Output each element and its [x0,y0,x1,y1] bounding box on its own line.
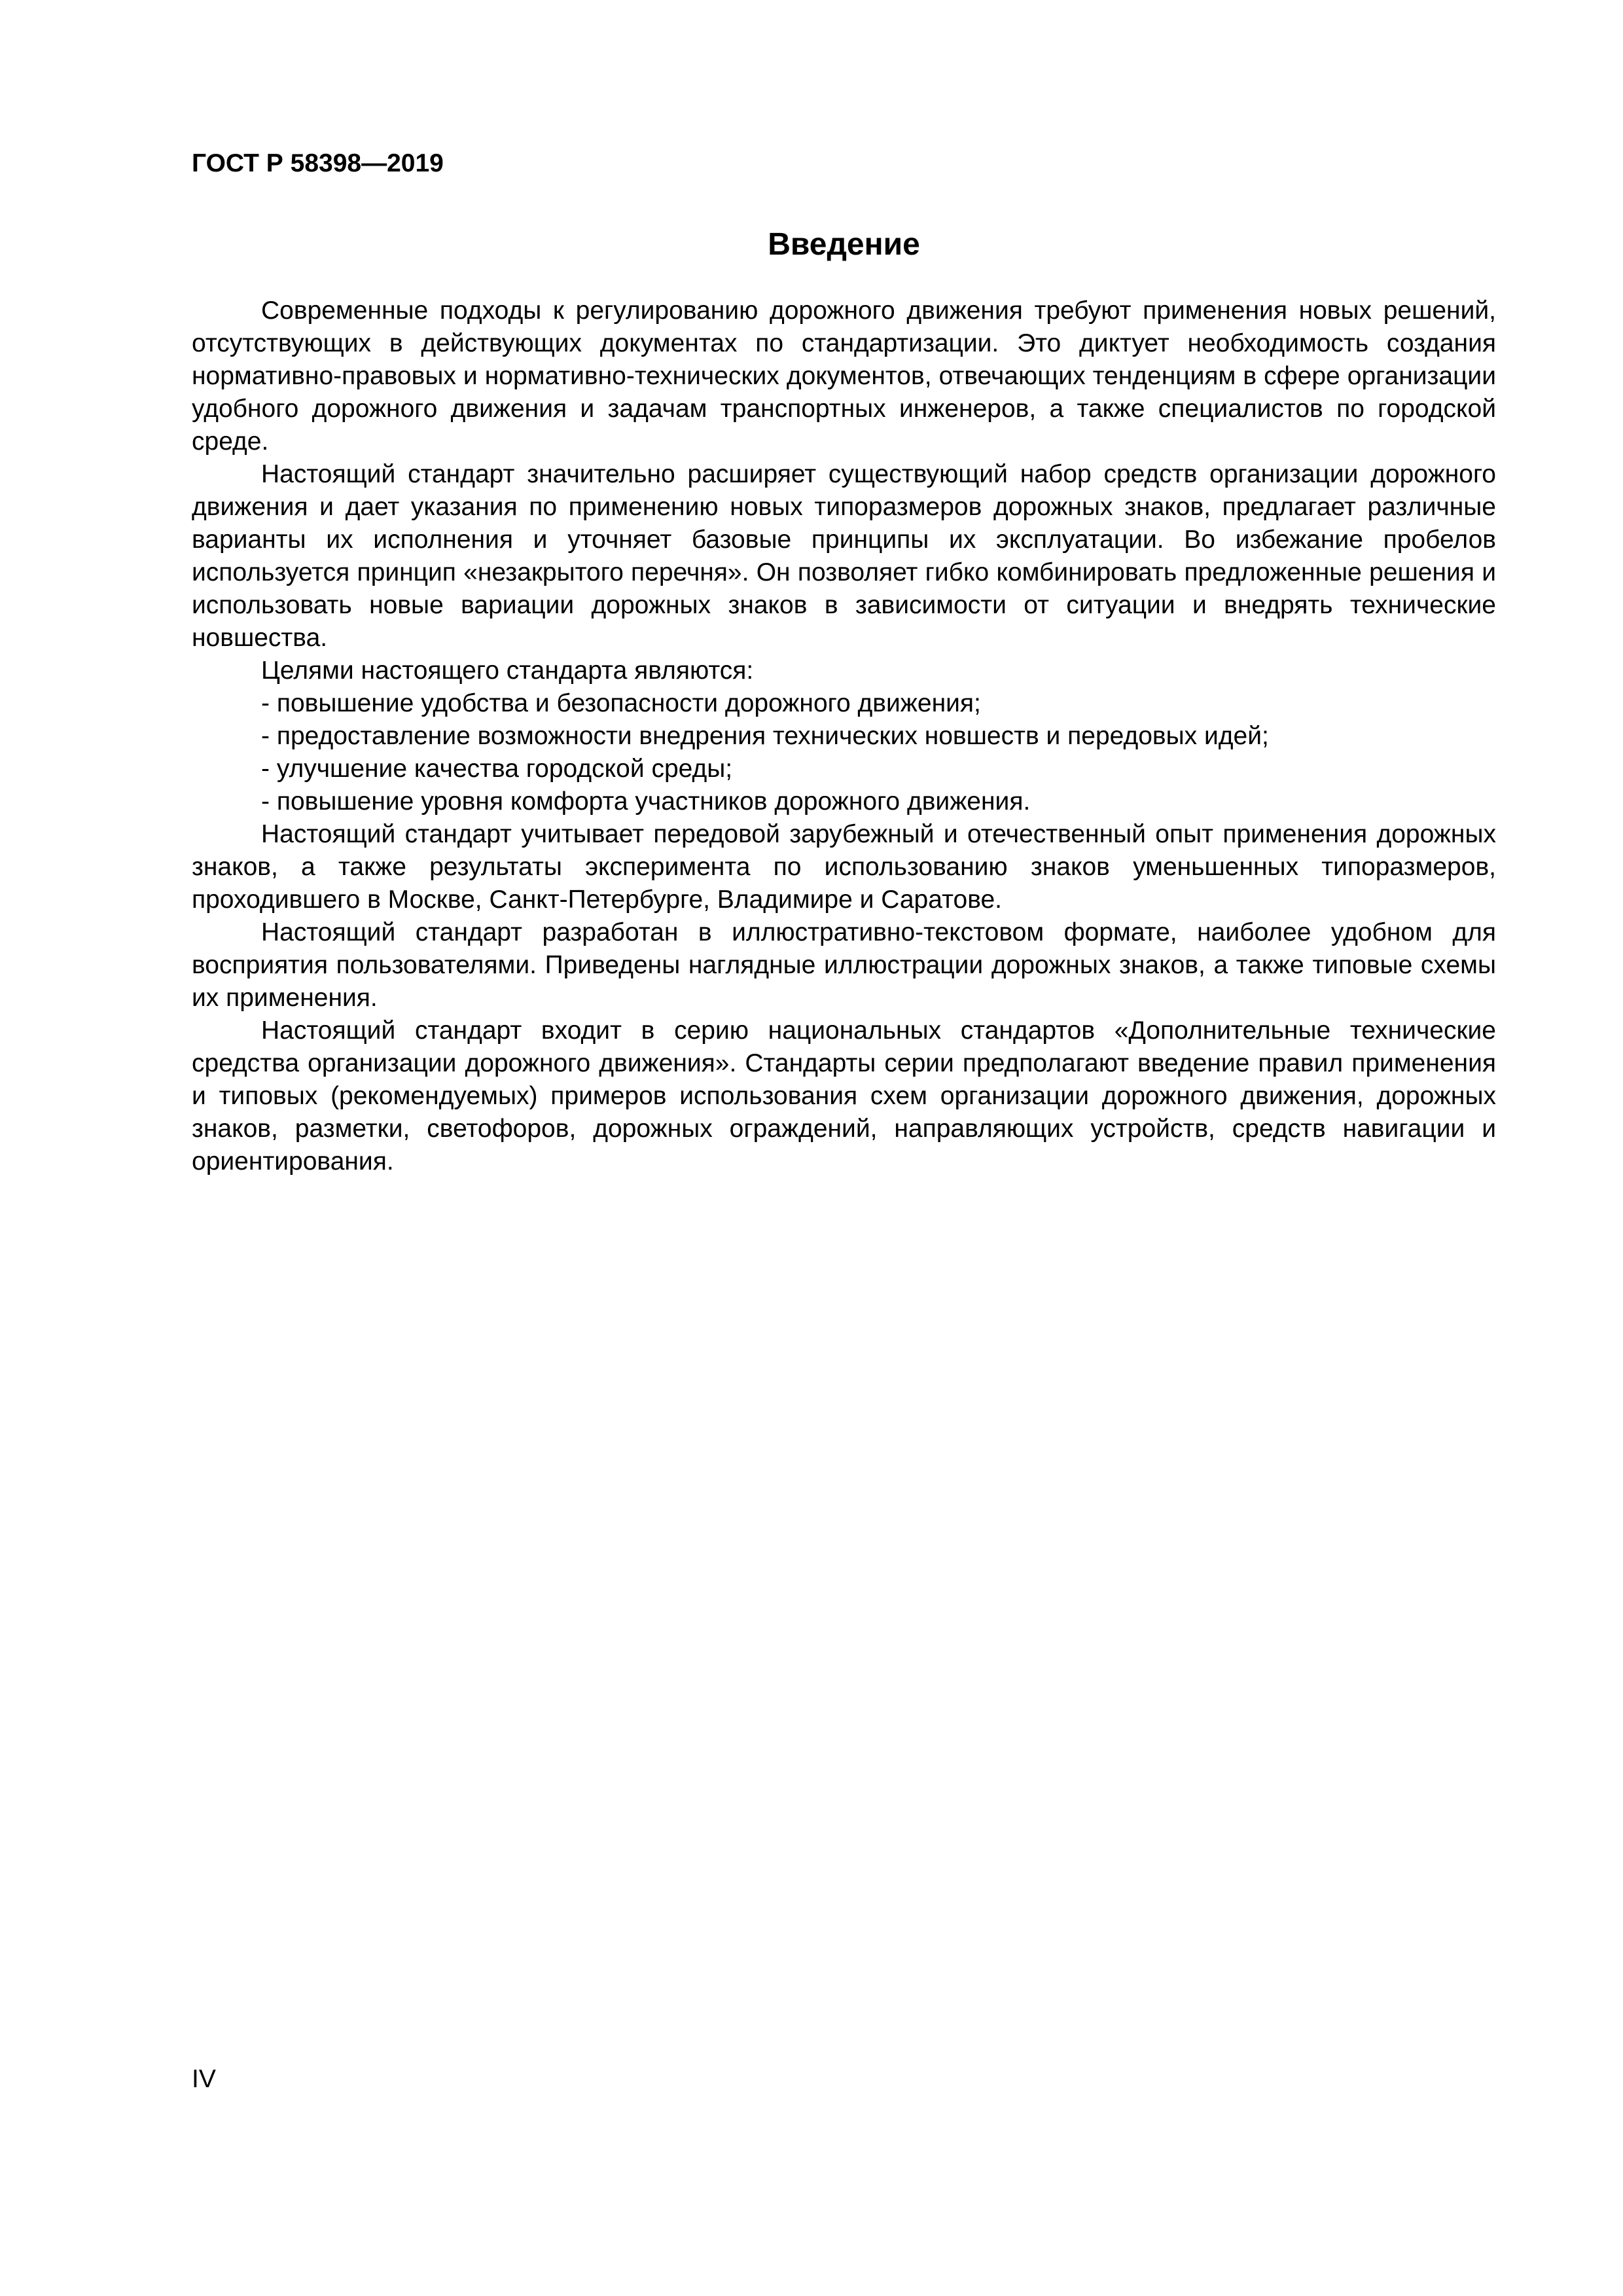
goal-item-3: - улучшение качества городской среды; [261,755,733,783]
paragraph-1: Современные подходы к регулированию дорожного движения требуют применения новых решений, отсутствующих в действующих документах по стандартизации. Это диктует необходимость создания нормативно-правовых и нормативно-технических документов, отвечающих тенденциям в сфере организации удобного дорожного движения и задачам транспортных инженеров, а также специалистов по городской среде. [192,296,1496,456]
goals-intro: Целями настоящего стандарта являются: [261,656,754,685]
section-title: Введение [768,227,920,262]
goal-item-2: - предоставление возможности внедрения технических новшеств и передовых идей; [261,722,1269,750]
page-number: IV [192,2065,216,2093]
goal-item-4: - повышение уровня комфорта участников дорожного движения. [261,787,1031,816]
goal-item-1: - повышение удобства и безопасности дорожного движения; [261,689,981,717]
paragraph-4: Настоящий стандарт разработан в иллюстративно-текстовом формате, наиболее удобном для восприятия пользователями. Приведены наглядные иллюстрации дорожных знаков, а также типовые схемы их применения. [192,918,1496,1012]
introduction-body [192,295,1496,1178]
paragraph-3: Настоящий стандарт учитывает передовой зарубежный и отечественный опыт применения дорожных знаков, а также результаты эксперимента по использованию знаков уменьшенных типоразмеров, проходившего в Москве, Санкт-Петербурге, Владимире и Саратове. [192,820,1496,914]
document-code: ГОСТ Р 58398—2019 [192,149,444,177]
paragraph-2: Настоящий стандарт значительно расширяет существующий набор средств организации дорожного движения и дает указания по применению новых типоразмеров дорожных знаков, предлагает различные варианты их исполнения и уточняет базовые принципы их эксплуатации. Во избежание пробелов используется принцип «незакрытого перечня». Он позволяет гибко комбинировать предложенные решения и использовать новые вариации дорожных знаков в зависимости от ситуации и внедрять технические новшества. [192,460,1496,652]
paragraph-5: Настоящий стандарт входит в серию национальных стандартов «Дополнительные технические средства организации дорожного движения». Стандарты серии предполагают введение правил применения и типовых (рекомендуемых) примеров использования схем организации дорожного движения, дорожных знаков, разметки, светофоров, дорожных ограждений, направляющих устройств, средств навигации и ориентирования. [192,1016,1496,1175]
